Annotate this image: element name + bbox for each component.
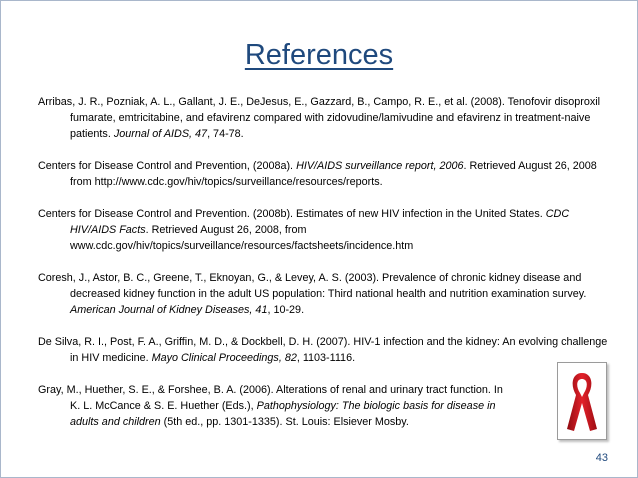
page-number: 43 <box>595 452 608 464</box>
reference-source: Pathophysiology: The biologic basis for disease in adults and children <box>70 400 496 428</box>
ribbon-image <box>557 362 607 440</box>
reference-text: Centers for Disease Control and Prevention, (2008a). <box>38 160 297 172</box>
reference-text-end: , 1103-1116. <box>296 352 356 364</box>
reference-text: Arribas, J. R., Pozniak, A. L., Gallant, J. E., DeJesus, E., Gazzard, B., Campo, R. E., et al. (2008). Tenofovir disoproxil fumarate, emtricitabine, and efavirenz compared with zidovudine/lamivudine and efavirenz in treatment-naive patients. <box>38 96 601 140</box>
reference-text-end: (5th ed., pp. 1301-1335). St. Louis: Elsiever Mosby. <box>160 416 409 428</box>
reference-item <box>38 206 612 254</box>
reference-source: Mayo Clinical Proceedings, 82 <box>151 352 297 364</box>
reference-item <box>38 270 612 318</box>
reference-text: Coresh, J., Astor, B. C., Greene, T., Eknoyan, G., & Levey, A. S. (2003). Prevalence of chronic kidney disease and decreased kidney function in the adult US population: Third national health and nutrition examination survey. <box>38 272 587 300</box>
reference-item <box>38 382 504 430</box>
red-awareness-ribbon-icon <box>558 363 606 439</box>
reference-source: American Journal of Kidney Diseases, 41 <box>70 304 268 316</box>
reference-item <box>38 94 612 142</box>
reference-source: Journal of AIDS, 47 <box>113 128 208 140</box>
reference-text-end: , 10-29. <box>267 304 305 316</box>
reference-item <box>38 334 612 366</box>
reference-text-end: , 74-78. <box>207 128 244 140</box>
reference-item <box>38 158 612 190</box>
reference-text: Gray, M., Huether, S. E., & Forshee, B. A. (2006). Alterations of renal and urinary tract function. In K. L. McCance & S. E. Huether (Eds.), <box>38 384 503 412</box>
reference-text-end: . Retrieved August 26, 2008 from http://www.cdc.gov/hiv/topics/surveillance/resources/reports. <box>70 160 597 188</box>
page-title: References <box>244 39 394 71</box>
reference-source: HIV/AIDS surveillance report, 2006 <box>296 160 464 172</box>
reference-text-end: . Retrieved August 26, 2008, from www.cdc.gov/hiv/topics/surveillance/resources/factsheets/incidence.htm <box>70 224 414 252</box>
reference-text: Centers for Disease Control and Prevention. (2008b). Estimates of new HIV infection in the United States. <box>38 208 546 220</box>
reference-source: CDC HIV/AIDS Facts <box>70 208 570 236</box>
reference-list <box>38 94 612 446</box>
reference-text: De Silva, R. I., Post, F. A., Griffin, M. D., & Dockbell, D. H. (2007). HIV-1 infection and the kidney: An evolving challenge in HIV medicine. <box>38 336 608 364</box>
